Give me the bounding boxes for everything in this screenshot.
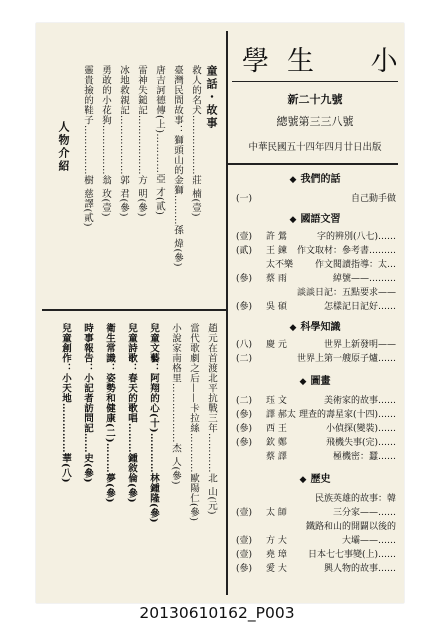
toc-row: (二) 珏 文 美術家的故事…… xyxy=(236,396,396,406)
toc-entry: 唐吉訶德傳(上)…………亞 才(貳) xyxy=(154,65,165,216)
toc-entry: 救人的名犬………………莊 楠(壹) xyxy=(190,65,201,217)
magazine-title-right: 學生 xyxy=(242,46,332,77)
toc-right-column xyxy=(230,169,400,599)
toc-entry: 趙元在首渡北平抗戰三年…………北 山(元) xyxy=(206,323,217,515)
toc-entry: 兒童詩歌：春天的歌唱………鍾敘倫(參) xyxy=(126,323,137,503)
masthead-rule xyxy=(232,81,398,82)
issue-line1: 新二十九號 xyxy=(287,93,343,106)
section-heading-people: 人物介紹 xyxy=(57,121,70,173)
toc-row: (一) 自己動手做 xyxy=(236,194,396,204)
section-heading: ◆ 我們的話 xyxy=(289,174,341,185)
toc-row: (壹) 堯 璋 日本七七事變(上)…… xyxy=(236,550,396,560)
toc-entry: 衛生常識：姿勢和健康(二)………夢(參) xyxy=(104,323,115,503)
column-divider xyxy=(226,31,228,595)
section-heading: ◆ 歷史 xyxy=(299,474,331,485)
toc-row: 談談日記：五點要求—— xyxy=(296,288,396,298)
section-heading: ◆ 圖畫 xyxy=(299,376,331,387)
issue-number xyxy=(240,91,390,107)
toc-entry: 冰地救親記………………郭 君(參) xyxy=(118,65,129,217)
toc-row: 民族英雄的故事：韓 xyxy=(314,494,396,504)
magazine-title xyxy=(242,39,416,78)
header-divider xyxy=(228,163,398,165)
section-heading: ◆ 科學知識 xyxy=(289,322,341,333)
toc-row: (壹) 太 師 三分家——…… xyxy=(236,508,396,518)
toc-features-block xyxy=(42,315,226,597)
toc-entry: 時事報告：小記者訪問記……史(參) xyxy=(82,323,93,483)
toc-row: (參) 欽 鄭 飛機失事(完)…… xyxy=(236,438,396,448)
toc-row: (參) 愛 大 興人物的故事…… xyxy=(236,564,396,574)
toc-entry: 兒童文藝：阿翔的心(十)…………林鍾隆(參) xyxy=(148,323,159,523)
toc-row: (貳) 王 鍊 作文取材：參考書……… xyxy=(236,246,396,256)
toc-row: (參) 蔡 雨 綽號——……… xyxy=(236,274,396,284)
left-section-divider xyxy=(42,309,226,311)
toc-entry: 兒童創作：小天地……………華(八) xyxy=(60,323,71,483)
toc-entry: 勇敢的小花狗……………翁 玫(壹) xyxy=(100,65,111,217)
issue-line2: 總號第三三八號 xyxy=(276,115,354,128)
toc-entry: 當代歌劇之后——卡拉絲…………歐陽仁(參) xyxy=(188,323,199,522)
toc-stories-block xyxy=(42,31,226,307)
publication-date: 中華民國五十四年四月廿日出版 xyxy=(248,142,382,153)
toc-entry: 靈貴撿的鞋子……………樹 慈譯(貳) xyxy=(82,65,93,227)
toc-row: (壹) 方 大 大壩——…… xyxy=(236,536,396,546)
toc-entry: 雷神失鎚記………………方 明(參) xyxy=(136,65,147,217)
magazine-title-left: 小 xyxy=(370,46,416,77)
toc-entry: 小說家南格里………………杰 人(參) xyxy=(170,323,181,485)
toc-row: (參) 吳 碩 怎樣記日記好…… xyxy=(236,302,396,312)
toc-row: 鐵路和山的開闢以後的 xyxy=(305,522,396,532)
toc-row: (壹) 許 鶯 字的辨別(八七)…… xyxy=(236,232,396,242)
section-heading: ◆ 國語文習 xyxy=(289,214,341,225)
magazine-page xyxy=(36,23,416,603)
masthead xyxy=(232,29,416,161)
toc-row: 蔡 譯 極機密：蠶…… xyxy=(266,452,396,462)
toc-row: 太不樂 作文閱讀指導：太… xyxy=(266,260,396,270)
section-heading-stories: 童話・故事 xyxy=(205,65,218,130)
image-caption: 20130610162_P003 xyxy=(139,604,295,622)
issue-total xyxy=(240,113,390,129)
toc-row: (二) 世界上第一艘原子爐…… xyxy=(236,354,396,364)
toc-entry: 臺灣民間故事：獅頭山的金獅………孫 煒(參) xyxy=(172,65,183,267)
toc-row: (參) 西 王 小偵探(變裝)…… xyxy=(236,424,396,434)
toc-row: (參) 譯 郝太 理查的壽星家(十四)…… xyxy=(236,410,396,420)
toc-row: (八) 慶 元 世界上新發明—— xyxy=(236,340,396,350)
